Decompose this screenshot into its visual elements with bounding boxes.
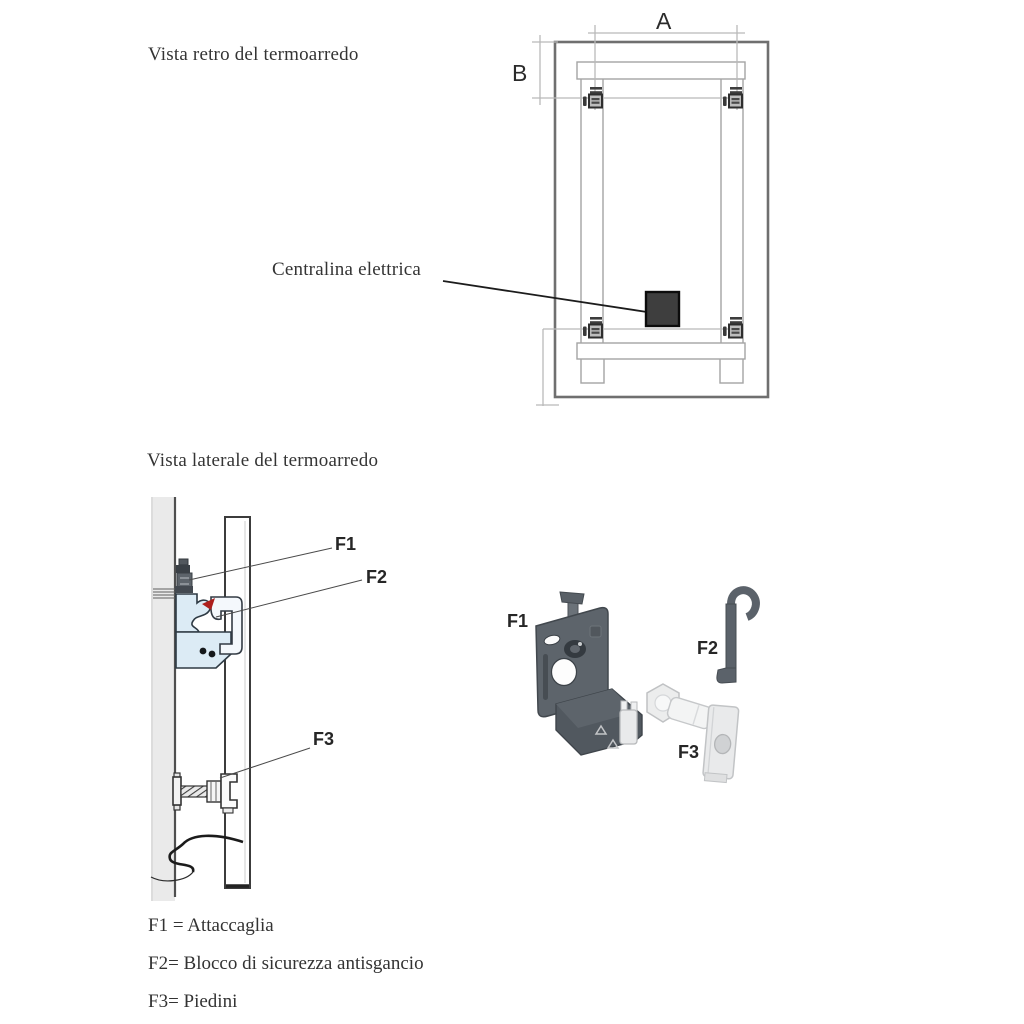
foot-wall-plate	[173, 777, 181, 805]
parts-3d	[536, 590, 756, 783]
part-f3-foot	[647, 684, 739, 783]
dim-a-label: A	[656, 8, 672, 34]
foot-assembly-f3	[173, 773, 237, 813]
legend-f2: F2= Blocco di sicurezza antisgancio	[148, 953, 424, 974]
rail-right	[721, 74, 743, 358]
wall	[151, 497, 175, 901]
part-f2-hook	[717, 590, 756, 683]
bolt-head	[176, 565, 190, 573]
part-f3-label: F3	[678, 742, 700, 762]
centralina-square	[646, 292, 679, 326]
hanger-hook-profile	[176, 594, 210, 632]
side-view-title: Vista laterale del termoarredo	[147, 450, 379, 471]
part-f1-bracket	[536, 592, 642, 755]
rear-view-title: Vista retro del termoarredo	[148, 44, 359, 65]
bolt-tip	[179, 559, 188, 565]
rear-view-diagram	[443, 25, 768, 406]
bolt-base	[175, 586, 193, 593]
legend-f3: F3= Piedini	[148, 991, 238, 1012]
side-view-diagram	[151, 497, 362, 901]
foot-right	[720, 358, 743, 383]
side-f2-label: F2	[366, 567, 388, 587]
dim-b-label: B	[512, 60, 528, 86]
manifold-top	[577, 62, 745, 79]
rail-left	[581, 74, 603, 358]
part-f1-label: F1	[507, 611, 529, 631]
legend-f1: F1 = Attaccaglia	[148, 915, 274, 936]
radiator-tube	[225, 517, 250, 888]
centralina-callout-label: Centralina elettrica	[272, 259, 422, 280]
part-f2-label: F2	[697, 638, 719, 658]
foot-connector	[207, 781, 221, 802]
manifold-bottom	[577, 343, 745, 359]
side-f3-label: F3	[313, 729, 335, 749]
threaded-rod	[181, 786, 209, 797]
foot-left	[581, 358, 604, 383]
f1-leader-line	[189, 548, 332, 580]
side-f1-label: F1	[335, 534, 357, 554]
